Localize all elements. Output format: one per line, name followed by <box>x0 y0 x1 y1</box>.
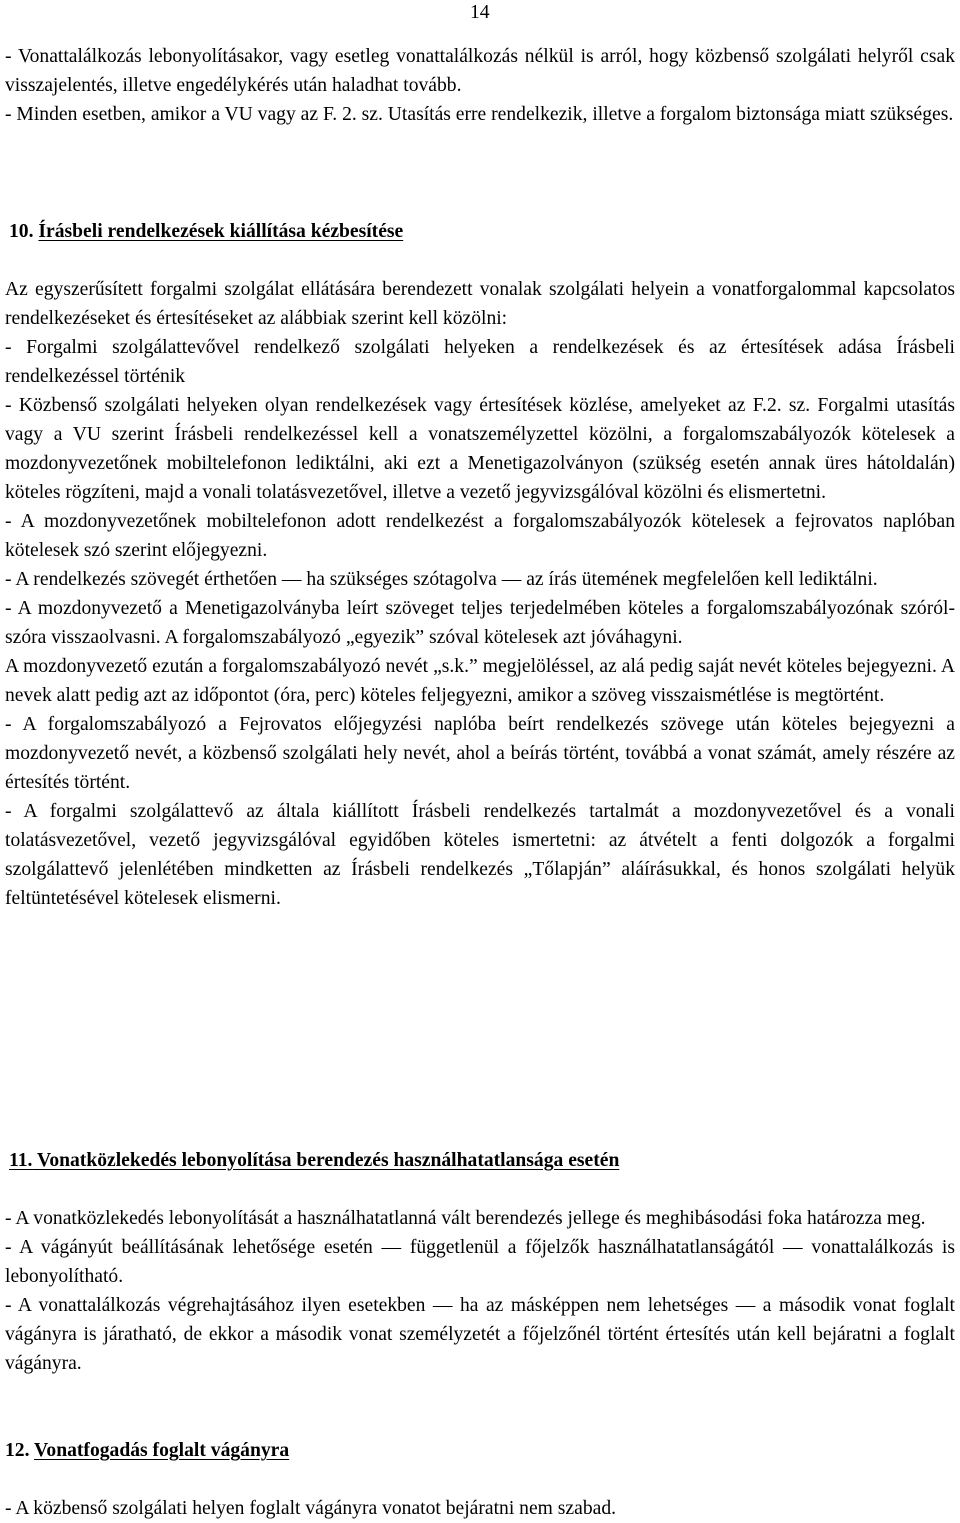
paragraph: A mozdonyvezető ezután a forgalomszabályozó nevét „s.k.” megjelöléssel, az alá pedig saját nevét köteles bejegyezni. A nevek alatt pedig azt az időpontot (óra, perc) köteles feljegyezni, amikor a szöveg visszaismétlése is megtörtént. <box>5 656 955 706</box>
section-number: 10. <box>9 221 34 242</box>
section-10-heading <box>9 217 403 246</box>
paragraph: - Vonattalálkozás lebonyolításakor, vagy esetleg vonattalálkozás nélkül is arról, hogy közbenső szolgálati helyről csak visszajelentés, illetve engedélykérés után haladhat tovább. <box>5 46 955 96</box>
section-12-body <box>5 1494 955 1523</box>
paragraph: - A mozdonyvezetőnek mobiltelefonon adott rendelkezést a forgalomszabályozók kötelesek a fejrovatos naplóban kötelesek szó szerint előjegyezni. <box>5 511 955 561</box>
paragraph: - Minden esetben, amikor a VU vagy az F. 2. sz. Utasítás erre rendelkezik, illetve a forgalom biztonsága miatt szükséges. <box>5 104 954 125</box>
section-title: Vonatfogadás foglalt vágányra <box>34 1440 290 1461</box>
paragraph: - A rendelkezés szövegét érthetően — ha szükséges szótagolva — az írás ütemének megfelelően kell lediktálni. <box>5 569 878 590</box>
section-number: 11. <box>9 1150 33 1171</box>
section-10-body <box>5 275 955 913</box>
section-11-heading <box>9 1146 619 1175</box>
paragraph: - A forgalomszabályozó a Fejrovatos előjegyzési naplóba beírt rendelkezés szövege után köteles bejegyezni a mozdonyvezető nevét, a közbenső szolgálati hely nevét, ahol a beírás történt, továbbá a vonat számát, amely részére az értesítés történt. <box>5 714 955 793</box>
paragraph: - A vonatközlekedés lebonyolítását a használhatatlanná vált berendezés jellege és meghibásodási foka határozza meg. <box>5 1208 926 1229</box>
section-title: Írásbeli rendelkezések kiállítása kézbesítése <box>38 221 404 242</box>
section-title: Vonatközlekedés lebonyolítása berendezés használhatatlansága esetén <box>32 1150 620 1171</box>
paragraph: - A mozdonyvezető a Menetigazolványba leírt szöveget teljes terjedelmében köteles a forgalomszabályozónak szóról-szóra visszaolvasni. A forgalomszabályozó „egyezik” szóval kötelesek azt jóváhagyni. <box>5 598 955 648</box>
paragraph: - A vágányút beállításának lehetősége esetén — függetlenül a főjelzők használhatatlanságától — vonattalálkozás is lebonyolítható. <box>5 1237 955 1287</box>
intro-block <box>5 42 955 129</box>
section-number: 12. <box>5 1440 30 1461</box>
paragraph: Az egyszerűsített forgalmi szolgálat ellátására berendezett vonalak szolgálati helyein a vonatforgalommal kapcsolatos rendelkezéseket és értesítéseket az alábbiak szerint kell közölni: <box>5 279 955 329</box>
paragraph: - A forgalmi szolgálattevő az általa kiállított Írásbeli rendelkezés tartalmát a mozdonyvezetővel és a vonali tolatásvezetővel, vezető jegyvizsgálóval egyidőben köteles ismertetni: az átvételt a fenti dolgozók a forgalmi szolgálattevő jelenlétében mindketten az Írásbeli rendelkezés „Tőlapján” aláírásukkal, és honos szolgálati helyük feltüntetésével kötelesek elismerni. <box>5 801 955 909</box>
paragraph: - Forgalmi szolgálattevővel rendelkező szolgálati helyeken a rendelkezések és az értesítések adása Írásbeli rendelkezéssel történik <box>5 337 955 387</box>
page-number: 14 <box>470 2 490 23</box>
section-12-heading <box>5 1436 289 1465</box>
section-11-body <box>5 1204 955 1378</box>
paragraph: - A vonattalálkozás végrehajtásához ilyen esetekben — ha az másképpen nem lehetséges — a második vonat foglalt vágányra is járatható, de ekkor a második vonat személyzetét a főjelzőnél történt értesítés után kell bejáratni a foglalt vágányra. <box>5 1295 955 1374</box>
paragraph: - Közbenső szolgálati helyeken olyan rendelkezések vagy értesítések közlése, amelyeket az F.2. sz. Forgalmi utasítás vagy a VU szerint Írásbeli rendelkezéssel kell a vonatszemélyzettel közölni, a forgalomszabályozók kötelesek a mozdonyvezetőnek mobiltelefonon lediktálni, aki ezt a Menetigazolványon (szükség esetén annak üres hátoldalán) köteles rögzíteni, majd a vonali tolatásvezetővel, illetve a vezető jegyvizsgálóval közölni és elismertetni. <box>5 395 955 503</box>
paragraph: - A közbenső szolgálati helyen foglalt vágányra vonatot bejáratni nem szabad. <box>5 1498 617 1519</box>
